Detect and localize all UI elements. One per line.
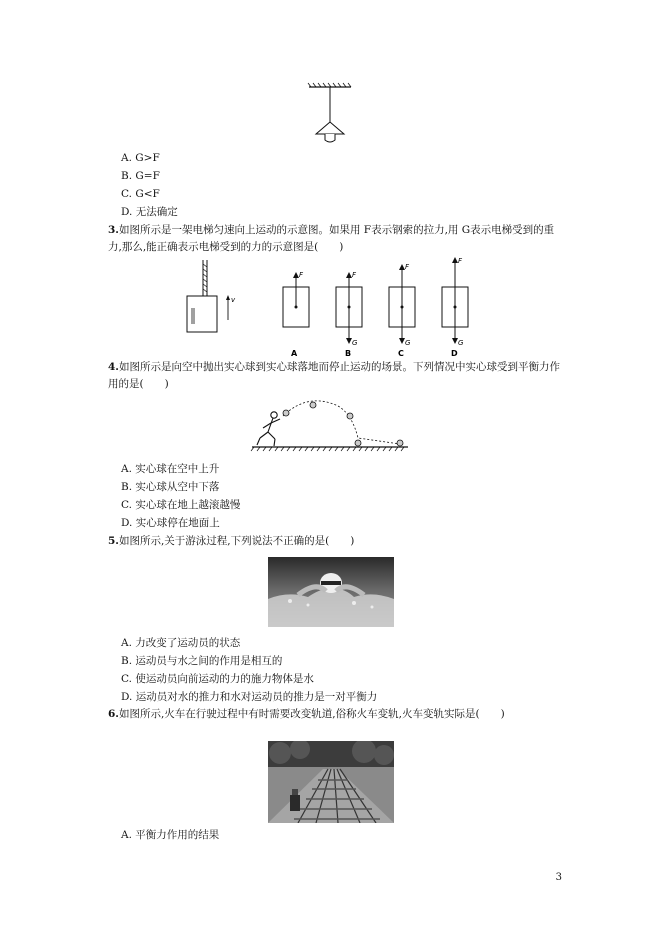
q3-a-f-label: F [299, 271, 304, 279]
q2-option-c: C. G<F [121, 188, 160, 200]
q3-text: 如图所示是一架电梯匀速向上运动的示意图。如果用 F表示钢索的拉力,用 G表示电梯受到的重力,那么,能正确表示电梯受到的力的示意图是( ) [108, 224, 555, 253]
q4-number: 4. [108, 361, 119, 373]
q4-text: 如图所示是向空中抛出实心球到实心球落地而停止运动的场景。下列情况中实心球受到平衡力作用的是( ) [108, 361, 560, 390]
q3-c-g-label: G [405, 339, 411, 347]
q3-d-f-label: F [458, 257, 463, 265]
q4-question [108, 359, 563, 393]
q5-option-a: A. 力改变了运动员的状态 [121, 637, 241, 649]
swimmer-photo [268, 557, 394, 627]
q5-option-d: D. 运动员对水的推力和水对运动员的推力是一对平衡力 [121, 691, 378, 703]
q5-option-b: B. 运动员与水之间的作用是相互的 [121, 655, 283, 667]
q6-option-a: A. 平衡力作用的结果 [121, 829, 220, 841]
q2-option-b: B. G=F [121, 170, 160, 182]
q5-option-c: C. 使运动员向前运动的力的施力物体是水 [121, 673, 314, 685]
q3-b-g-label: G [352, 339, 358, 347]
q4-ball-throw-figure [250, 398, 412, 454]
q3-diagram-c [389, 263, 415, 358]
railway-track-photo [268, 741, 394, 823]
q3-c-letter: C [398, 349, 404, 358]
q4-option-b: B. 实心球从空中下落 [121, 481, 220, 493]
q3-b-f-label: F [352, 271, 357, 279]
q5-number: 5. [108, 535, 119, 547]
q4-option-a: A. 实心球在空中上升 [121, 463, 220, 475]
q3-number: 3. [108, 224, 119, 236]
q3-d-g-label: G [458, 339, 464, 347]
q3-elevator-figure [180, 258, 240, 338]
q3-question [108, 222, 563, 256]
q5-text: 如图所示,关于游泳过程,下列说法不正确的是( ) [118, 535, 355, 547]
q3-velocity-label: v [231, 296, 236, 304]
hanging-lamp-figure [305, 82, 355, 148]
q6-text: 如图所示,火车在行驶过程中有时需要改变轨道,俗称火车变轨,火车变轨实际是( ) [118, 708, 505, 720]
q4-option-d: D. 实心球停在地面上 [121, 517, 220, 529]
page-number: 3 [555, 872, 562, 883]
q3-d-letter: D [451, 349, 458, 358]
q5-question [108, 533, 563, 550]
q3-diagram-b [336, 271, 362, 358]
q4-option-c: C. 实心球在地上越滚越慢 [121, 499, 241, 511]
q3-diagram-a [283, 271, 309, 358]
q3-c-f-label: F [405, 263, 410, 271]
q6-question [108, 706, 563, 723]
q3-diagram-d [442, 257, 468, 358]
q2-option-a: A. G>F [121, 152, 160, 164]
q3-b-letter: B [345, 349, 352, 358]
q6-number: 6. [108, 708, 119, 720]
q3-force-diagrams [275, 255, 485, 360]
q2-option-d: D. 无法确定 [121, 206, 178, 218]
q3-a-letter: A [291, 349, 298, 358]
